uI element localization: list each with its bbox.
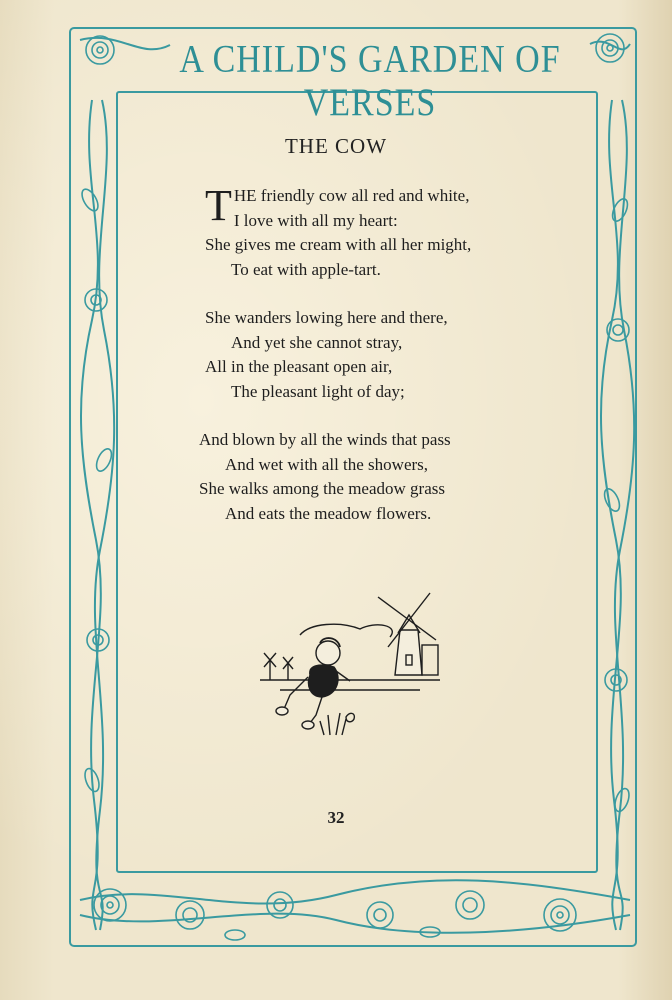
poem-line: And wet with all the showers, bbox=[225, 454, 429, 474]
poem-line: The pleasant light of day; bbox=[231, 381, 405, 401]
poem-line: To eat with apple-tart. bbox=[231, 259, 381, 279]
drop-cap: T bbox=[205, 181, 232, 230]
child-windmill-illustration bbox=[250, 585, 450, 745]
stanza-2 bbox=[205, 306, 545, 404]
first-line-text: HE friendly cow all red and white, bbox=[233, 186, 470, 205]
book-title-header: A CHILD'S GARDEN OF VERSES bbox=[179, 38, 561, 125]
poem-line: She gives me cream with all her might, bbox=[205, 235, 472, 254]
poem-line: And yet she cannot stray, bbox=[231, 332, 403, 352]
poem-line: She wanders lowing here and there, bbox=[205, 308, 448, 327]
poem-line: And blown by all the winds that pass bbox=[199, 430, 451, 449]
stanza-3 bbox=[199, 428, 545, 526]
page-number: 32 bbox=[327, 808, 345, 827]
poem-title: THE COW bbox=[284, 134, 388, 158]
stanza-1 bbox=[205, 181, 545, 282]
poem-line: I love with all my heart: bbox=[233, 210, 398, 230]
poem-line: All in the pleasant open air, bbox=[205, 357, 393, 376]
poem-line: And eats the meadow flowers. bbox=[225, 503, 432, 523]
poem-body bbox=[199, 181, 545, 550]
poem-line: She walks among the meadow grass bbox=[199, 479, 445, 498]
